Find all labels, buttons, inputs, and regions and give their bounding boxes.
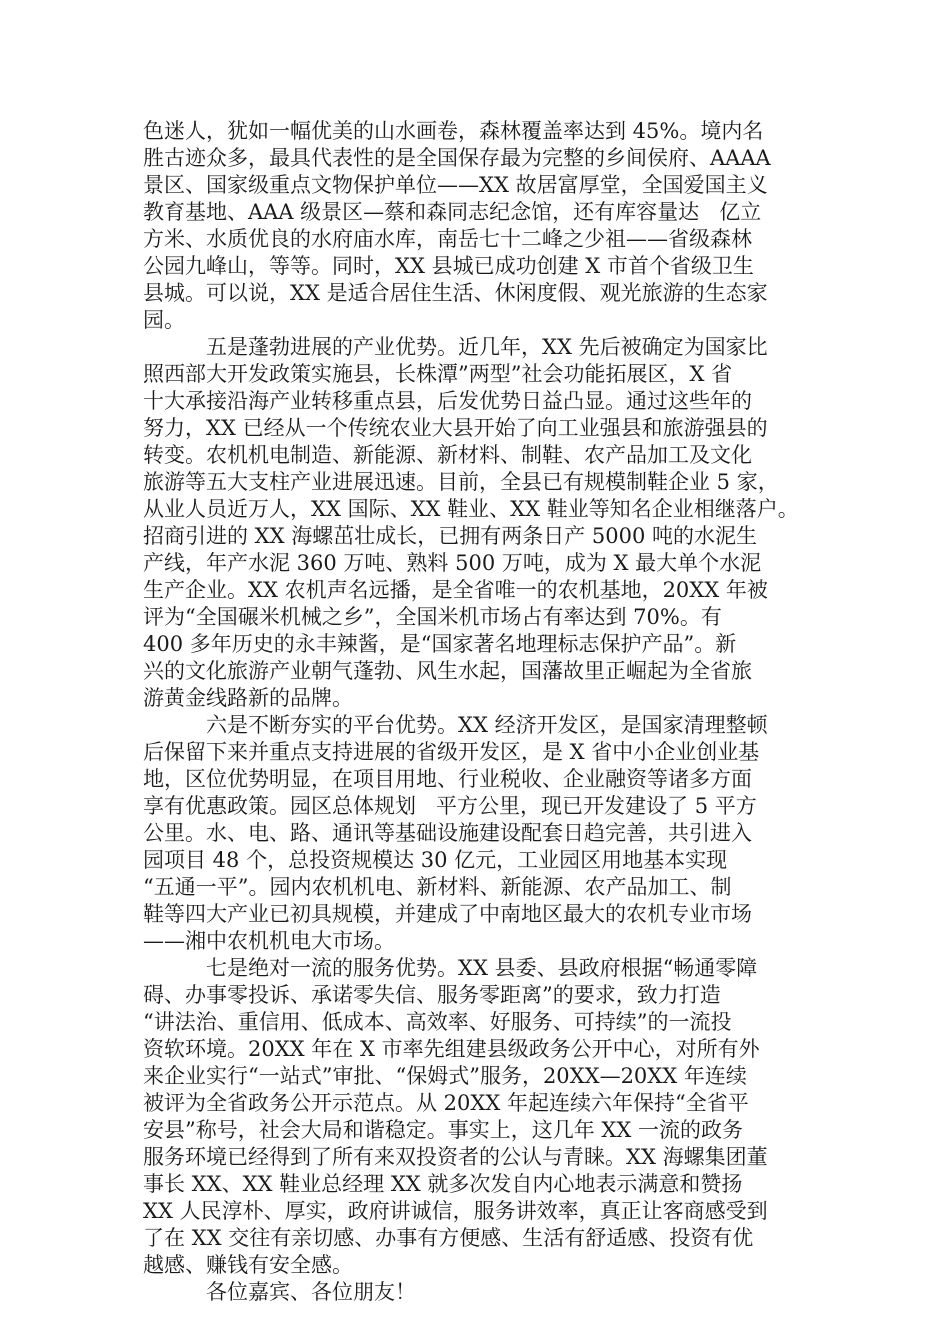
- paragraph-start-line: 六是不断夯实的平台优势。XX 经济开发区，是国家清理整顿: [206, 713, 768, 737]
- text-line: 被评为全省政务公开示范点。从 20XX 年起连续六年保持“全省平: [143, 1091, 749, 1115]
- text-line: 后保留下来并重点支持进展的省级开发区，是 X 省中小企业创业基: [143, 740, 760, 764]
- text-line: 越感、赚钱有安全感。: [143, 1253, 353, 1277]
- text-line: 资软环境。20XX 年在 X 市率先组建县级政务公开中心，对所有外: [143, 1037, 760, 1061]
- text-line: 转变。农机机电制造、新能源、新材料、制鞋、农产品加工及文化: [143, 443, 752, 467]
- paragraph-start-line: 五是蓬勃进展的产业优势。近几年，XX 先后被确定为国家比: [206, 335, 768, 359]
- text-line: XX 人民淳朴、厚实，政府讲诚信，服务讲效率，真正让客商感受到: [143, 1199, 768, 1223]
- text-line: 园。: [143, 308, 185, 332]
- text-line: 享有优惠政策。园区总体规划 平方公里，现已开发建设了 5 平方: [143, 794, 757, 818]
- text-line: 事长 XX、XX 鞋业总经理 XX 就多次发自内心地表示满意和赞扬: [143, 1172, 743, 1196]
- text-line: 十大承接沿海产业转移重点县，后发优势日益凸显。通过这些年的: [143, 389, 752, 413]
- text-line: 400 多年历史的永丰辣酱，是“国家著名地理标志保护产品”。新: [143, 632, 737, 656]
- text-line: 鞋等四大产业已初具规模，并建成了中南地区最大的农机专业市场: [143, 902, 752, 926]
- text-line: 了在 XX 交往有亲切感、办事有方便感、生活有舒适感、投资有优: [143, 1226, 754, 1250]
- text-line: 教育基地、AAA 级景区—蔡和森同志纪念馆，还有库容量达 亿立: [143, 200, 762, 224]
- text-line: 县城。可以说，XX 是适合居住生活、休闲度假、观光旅游的生态家: [143, 281, 768, 305]
- text-line: 产线，年产水泥 360 万吨、熟料 500 万吨，成为 X 最大单个水泥: [143, 551, 762, 575]
- text-line: 从业人员近万人，XX 国际、XX 鞋业、XX 鞋业等知名企业相继落户。: [143, 497, 799, 521]
- text-line: 地，区位优势明显，在项目用地、行业税收、企业融资等诸多方面: [143, 767, 752, 791]
- document-body: [143, 118, 823, 1306]
- text-line: 照西部大开发政策实施县，长株潭”两型”社会功能拓展区，X 省: [143, 362, 733, 386]
- text-line: 努力，XX 已经从一个传统农业大县开始了向工业强县和旅游强县的: [143, 416, 768, 440]
- text-line: “五通一平”。园内农机机电、新材料、新能源、农产品加工、制: [143, 875, 732, 899]
- text-line: 园项目 48 个，总投资规模达 30 亿元，工业园区用地基本实现: [143, 848, 728, 872]
- text-line: 安县”称号，社会大局和谐稳定。事实上，这几年 XX 一流的政务: [143, 1118, 743, 1142]
- text-line: 公园九峰山，等等。同时，XX 县城已成功创建 X 市首个省级卫生: [143, 254, 754, 278]
- text-line: 服务环境已经得到了所有来双投资者的公认与青睐。XX 海螺集团董: [143, 1145, 768, 1169]
- paragraph-start-line: 七是绝对一流的服务优势。XX 县委、县政府根据“畅通零障: [206, 956, 758, 980]
- text-line: 招商引进的 XX 海螺茁壮成长，已拥有两条日产 5000 吨的水泥生: [143, 524, 758, 548]
- text-line: 游黄金线路新的品牌。: [143, 686, 353, 710]
- text-line: 方米、水质优良的水府庙水库，南岳七十二峰之少祖——省级森林: [143, 227, 752, 251]
- text-line: 旅游等五大支柱产业进展迅速。目前，全县已有规模制鞋企业 5 家，: [143, 470, 779, 494]
- text-line: 公里。水、电、路、通讯等基础设施建设配套日趋完善，共引进入: [143, 821, 752, 845]
- text-line: 兴的文化旅游产业朝气蓬勃、风生水起，国藩故里正崛起为全省旅: [143, 659, 752, 683]
- text-line: 碍、办事零投诉、承诺零失信、服务零距离”的要求，致力打造: [143, 983, 721, 1007]
- text-line: 色迷人，犹如一幅优美的山水画卷，森林覆盖率达到 45%。境内名: [143, 119, 764, 143]
- text-line: ——湘中农机机电大市场。: [143, 929, 395, 953]
- text-line: 来企业实行“一站式”审批、“保姆式”服务，20XX—20XX 年连续: [143, 1064, 747, 1088]
- text-line: “讲法治、重信用、低成本、高效率、好服务、可持续”的一流投: [143, 1010, 732, 1034]
- text-line: 胜古迹众多，最具代表性的是全国保存最为完整的乡间侯府、AAAA: [143, 146, 771, 170]
- text-line: 生产企业。XX 农机声名远播，是全省唯一的农机基地，20XX 年被: [143, 578, 768, 602]
- paragraph-start-line: 各位嘉宾、各位朋友！: [206, 1280, 416, 1304]
- text-line: 景区、国家级重点文物保护单位——XX 故居富厚堂，全国爱国主义: [143, 173, 768, 197]
- text-line: 评为“全国碾米机械之乡”，全国米机市场占有率达到 70%。有: [143, 605, 722, 629]
